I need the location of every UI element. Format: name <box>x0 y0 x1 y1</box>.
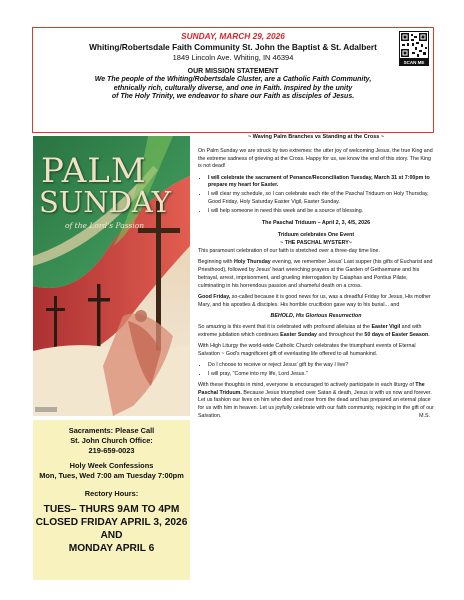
paschal-mystery-heading: ~ THE PASCHAL MYSTERY~ <box>280 240 352 247</box>
signature: M.S. <box>419 413 430 420</box>
article-column <box>198 134 434 592</box>
good-friday-label: Good Friday, <box>198 293 231 300</box>
qr-code-icon <box>399 31 429 59</box>
list-item: • I will clear my schedule, so I can celebrate each rite of the Paschal Triduum on Holy Thursday, Good Friday, Holy Saturday Easter Vigil, Easter Sunday. <box>208 191 434 207</box>
easter-vigil-label: Easter Vigil <box>371 323 401 330</box>
timeline-paragraph: This paramount celebration of our faith is stretched over a three-day time line. <box>198 247 380 254</box>
list-item: • Do I choose to receive or reject Jesus' gift by the way I live? <box>208 362 434 370</box>
poster-subtitle: of the Lord's Passion <box>65 221 145 230</box>
office-phone: 219-659-0023 <box>88 446 135 455</box>
rectory-hours-1: TUES– THURS 9AM TO 4PM <box>43 504 180 515</box>
sacraments-line-1: Sacraments: Please Call <box>68 426 155 435</box>
one-event-heading: Triduum celebrates One Event <box>277 232 355 239</box>
reflection-list <box>198 362 434 379</box>
list-item: • I will celebrate the sacrament of Penance/Reconciliation Tuesday, March 31 st 7:00pm to prepare my heart for Easter. <box>208 175 434 191</box>
parish-address: 1849 Lincoln Ave. Whiting, IN 46394 <box>172 53 294 62</box>
easter-paragraph <box>198 324 434 340</box>
sacraments-box <box>33 420 190 580</box>
mission-title: OUR MISSION STATEMENT <box>187 68 279 75</box>
resurrection-heading: BEHOLD, His Glorious Resurrection <box>270 312 362 319</box>
mission-line-1: We The people of the Whiting/Robertsdale Cluster, are a Catholic Faith Community, <box>94 76 372 83</box>
sacraments-line-2: St. John Church Office: <box>70 436 153 445</box>
rectory-hours-3: MONDAY APRIL 6 <box>68 543 155 554</box>
text-run: With these thoughts in mind, everyone is encouraged to actively participate in each liturgy of <box>198 381 416 388</box>
easter-season-label: 50 days of Easter Season <box>364 331 429 338</box>
intro-paragraph: On Palm Sunday we are struck by two extremes: the utter joy of welcoming Jesus, the true King and the extreme sadness of grieving at the Cross. Happy for us, we know the end of this story. The King is not dead! <box>198 147 433 170</box>
parish-name: Whiting/Robertsdale Faith Community St. John the Baptist & St. Adalbert <box>89 42 377 52</box>
text-run: . <box>428 331 430 338</box>
text-run: and throughout the <box>316 331 365 338</box>
resolution-list <box>198 175 434 216</box>
holy-thursday-paragraph <box>198 259 434 290</box>
bulletin-header <box>32 27 434 133</box>
paschal-triduum-label: The Paschal Triduum. <box>198 381 425 396</box>
text-run: so-called because it is good news for us, was a dreadful Friday for Jesus, His mother Mary, and his apostles & disciples. His horrible crucifixion gave way to his burial... and <box>198 293 431 308</box>
easter-sunday-label: Easter Sunday <box>280 331 317 338</box>
list-item: • I will help someone in need this week and be a source of blessing. <box>208 208 434 216</box>
mission-line-3: of The Holy Trinity, we endeavor to share our Faith as disciples of Jesus. <box>111 93 355 100</box>
rectory-title: Rectory Hours: <box>84 489 139 498</box>
qr-scan-label: SCAN ME <box>399 59 429 66</box>
poster-title-palm: PALM <box>41 151 147 191</box>
text-run: Because Jesus triumphed over Satan & death, Jesus is with us now and forever. Let us fashion our lives on him who died and rose from the dead and has prepared an eternal place for us with him in heaven. Let us joyfully celebrate with our faith community, rejoicing in the gift of our Salvation. <box>198 389 434 420</box>
mission-line-2: ethnically rich, culturally diverse, and one in Faith. Inspired by the unity <box>113 84 353 92</box>
rectory-hours-2: CLOSED FRIDAY APRIL 3, 2026 AND <box>35 517 188 541</box>
article-heading: ~ Waving Palm Branches vs Standing at the Cross ~ <box>247 134 385 140</box>
liturgy-paragraph: With High Liturgy the world-wide Catholic Church celebrates the triumphant events of Eternal Salvation ~ God's magnificent gift of everlasting life offered to all humankind. <box>198 342 416 357</box>
text-run: Beginning with <box>198 259 234 266</box>
poster-title-sunday: SUNDAY <box>39 185 171 219</box>
holy-thursday-label: Holy Thursday <box>233 259 271 266</box>
qr-code[interactable] <box>399 31 429 67</box>
list-item: • I will pray, "Come into my life, Lord Jesus." <box>208 371 434 379</box>
text-run: and with extreme jubilation which continues <box>198 323 422 338</box>
confessions-title: Holy Week Confessions <box>69 461 154 470</box>
palm-sunday-poster <box>33 136 190 416</box>
text-run: evening, we remember Jesus' Last supper (his gifts of Eucharist and Priesthood), followed by Jesus' heart wrenching prayers at the Garden of Gethsemane and his betrayal, arrest, imprisonment, and grueling interrogation by Caiaphas and Pontius Pilate, culminating in his horrendous passion and shameful death on a cross. <box>198 259 433 289</box>
good-friday-paragraph <box>198 294 434 310</box>
confessions-times: Mon, Tues, Wed 7:00 am Tuesday 7:00pm <box>39 471 184 480</box>
text-run: So amazing is this event that it is celebrated with profound alleluias at the <box>198 323 372 330</box>
bulletin-date: SUNDAY, MARCH 29, 2026 <box>181 31 285 41</box>
triduum-title: The Paschal Triduum – April 2, 3, 4/5, 2026 <box>261 219 371 226</box>
